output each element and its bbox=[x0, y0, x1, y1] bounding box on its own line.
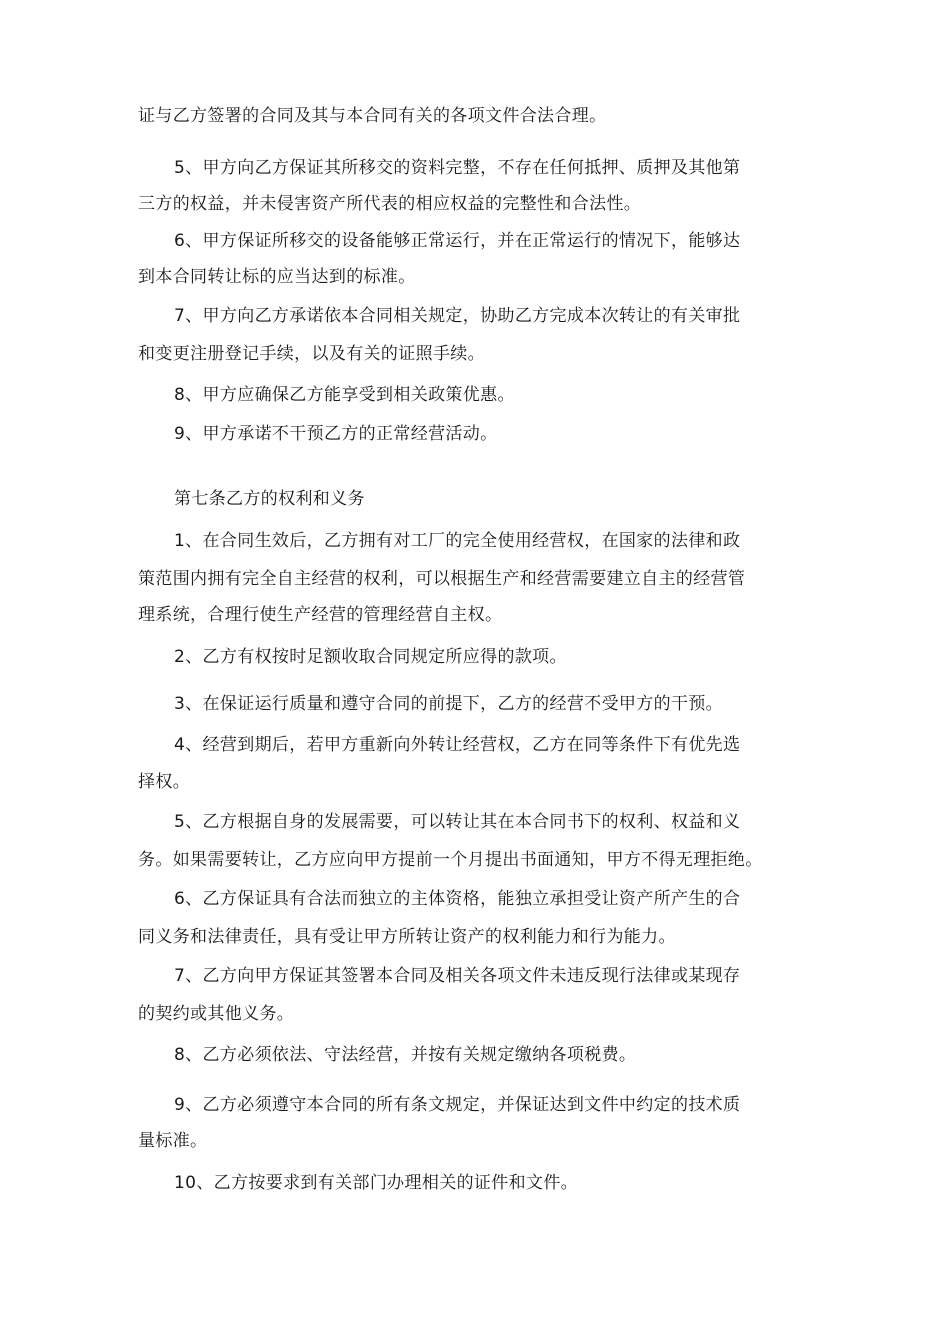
paragraph-line: 5、乙方根据自身的发展需要，可以转让其在本合同书下的权利、权益和义 bbox=[174, 812, 741, 832]
paragraph-line: 2、乙方有权按时足额收取合同规定所应得的款项。 bbox=[174, 647, 567, 667]
paragraph-line: 务。如果需要转让，乙方应向甲方提前一个月提出书面通知，甲方不得无理拒绝。 bbox=[138, 850, 763, 870]
paragraph-line: 的契约或其他义务。 bbox=[138, 1004, 295, 1024]
paragraph-line: 理系统，合理行使生产经营的管理经营自主权。 bbox=[138, 605, 503, 625]
paragraph-line: 4、经营到期后，若甲方重新向外转让经营权，乙方在同等条件下有优先选 bbox=[174, 735, 741, 755]
paragraph-line: 10、乙方按要求到有关部门办理相关的证件和文件。 bbox=[174, 1173, 579, 1193]
paragraph-line: 到本合同转让标的应当达到的标准。 bbox=[138, 267, 416, 287]
paragraph-line: 同义务和法律责任，具有受让甲方所转让资产的权利能力和行为能力。 bbox=[138, 927, 676, 947]
paragraph-line: 7、乙方向甲方保证其签署本合同及相关各项文件未违反现行法律或某现存 bbox=[174, 966, 741, 986]
paragraph-line: 策范围内拥有完全自主经营的权利，可以根据生产和经营需要建立自主的经营管 bbox=[138, 569, 746, 589]
paragraph-line: 5、甲方向乙方保证其所移交的资料完整，不存在任何抵押、质押及其他第 bbox=[174, 158, 741, 178]
paragraph-line: 三方的权益，并未侵害资产所代表的相应权益的完整性和合法性。 bbox=[138, 194, 642, 214]
paragraph-line: 9、甲方承诺不干预乙方的正常经营活动。 bbox=[174, 424, 498, 444]
paragraph-line: 6、乙方保证具有合法而独立的主体资格，能独立承担受让资产所产生的合 bbox=[174, 889, 741, 909]
section-heading: 第七条乙方的权利和义务 bbox=[174, 489, 365, 509]
paragraph-line: 8、甲方应确保乙方能享受到相关政策优惠。 bbox=[174, 385, 515, 405]
paragraph-line: 1、在合同生效后，乙方拥有对工厂的完全使用经营权，在国家的法律和政 bbox=[174, 531, 741, 551]
paragraph-line: 6、甲方保证所移交的设备能够正常运行，并在正常运行的情况下，能够达 bbox=[174, 231, 741, 251]
paragraph-line: 量标准。 bbox=[138, 1131, 208, 1151]
paragraph-line: 8、乙方必须依法、守法经营，并按有关规定缴纳各项税费。 bbox=[174, 1045, 637, 1065]
paragraph-line: 择权。 bbox=[138, 772, 191, 792]
paragraph-line: 9、乙方必须遵守本合同的所有条文规定，并保证达到文件中约定的技术质 bbox=[174, 1095, 741, 1115]
paragraph-line: 证与乙方签署的合同及其与本合同有关的各项文件合法合理。 bbox=[138, 106, 607, 126]
paragraph-line: 7、甲方向乙方承诺依本合同相关规定，协助乙方完成本次转让的有关审批 bbox=[174, 306, 741, 326]
paragraph-line: 和变更注册登记手续，以及有关的证照手续。 bbox=[138, 344, 485, 364]
paragraph-line: 3、在保证运行质量和遵守合同的前提下，乙方的经营不受甲方的干预。 bbox=[174, 694, 724, 714]
